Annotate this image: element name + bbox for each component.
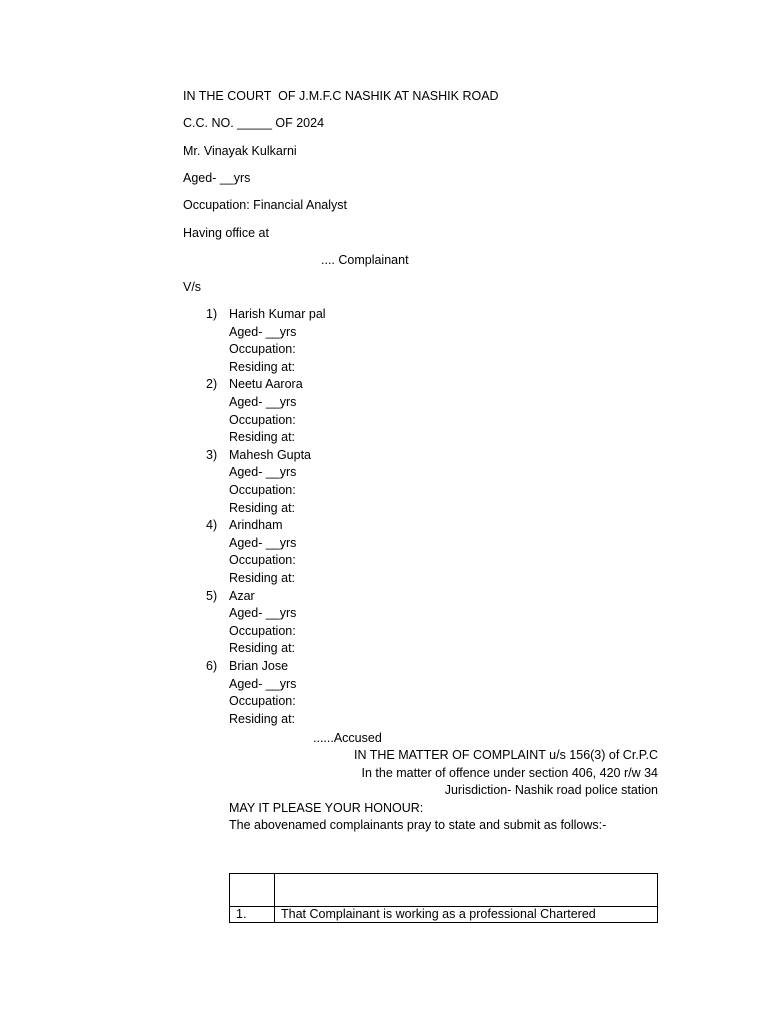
accused-name: Mahesh Gupta (229, 447, 311, 462)
accused-residence: Residing at: (229, 359, 296, 374)
accused-occupation: Occupation: (229, 412, 296, 427)
accused-number: 3) (206, 447, 218, 462)
offence-matter: In the matter of offence under section 406, 420 r/w 34 (361, 766, 658, 780)
accused-item (206, 447, 506, 517)
complainant-name: Mr. Vinayak Kulkarni (183, 144, 297, 158)
accused-residence: Residing at: (229, 430, 296, 445)
accused-role: ......Accused (313, 731, 382, 745)
accused-number: 1) (206, 307, 218, 321)
accused-number: 2) (206, 377, 218, 392)
accused-number: 5) (206, 588, 218, 603)
accused-name: Neetu Aarora (229, 377, 303, 392)
accused-occupation: Occupation: (229, 342, 296, 357)
accused-item (206, 306, 506, 376)
prayer-intro: The abovenamed complainants pray to state and submit as follows:- (229, 818, 607, 832)
accused-age: Aged- __yrs (229, 465, 297, 480)
paragraph-text: That Complainant is working as a professional Chartered (275, 907, 658, 923)
accused-occupation: Occupation: (229, 623, 296, 638)
table-row (230, 874, 658, 907)
complainant-role: .... Complainant (321, 253, 409, 267)
complainant-office: Having office at (183, 226, 269, 240)
accused-number: 6) (206, 658, 218, 673)
table-cell (230, 874, 275, 907)
salutation: MAY IT PLEASE YOUR HONOUR: (229, 801, 424, 815)
accused-name: Arindham (229, 518, 283, 533)
court-heading: IN THE COURT OF J.M.F.C NASHIK AT NASHIK ROAD (183, 89, 499, 103)
accused-residence: Residing at: (229, 500, 296, 515)
accused-residence: Residing at: (229, 570, 296, 585)
accused-age: Aged- __yrs (229, 676, 297, 691)
table-cell (275, 874, 658, 907)
accused-age: Aged- __yrs (229, 606, 297, 621)
accused-occupation: Occupation: (229, 694, 296, 709)
accused-item (206, 658, 506, 728)
complainant-occupation: Occupation: Financial Analyst (183, 198, 347, 212)
accused-age: Aged- __yrs (229, 535, 297, 550)
accused-residence: Residing at: (229, 641, 296, 656)
accused-name: Harish Kumar pal (229, 307, 326, 321)
complaint-matter: IN THE MATTER OF COMPLAINT u/s 156(3) of Cr.P.C (353, 748, 658, 762)
accused-occupation: Occupation: (229, 482, 296, 497)
accused-age: Aged- __yrs (229, 394, 297, 409)
accused-item (206, 517, 506, 587)
accused-number: 4) (206, 518, 218, 533)
case-number: C.C. NO. _____ OF 2024 (183, 116, 325, 130)
accused-occupation: Occupation: (229, 553, 296, 568)
complainant-age: Aged- __yrs (183, 171, 251, 185)
accused-age: Aged- __yrs (229, 324, 297, 339)
accused-item (206, 588, 506, 658)
accused-name: Brian Jose (229, 658, 289, 673)
accused-name: Azar (229, 588, 255, 603)
table-row (230, 907, 658, 923)
jurisdiction-line: Jurisdiction- Nashik road police station (444, 783, 658, 797)
paragraph-table (229, 873, 658, 923)
accused-list (206, 306, 506, 728)
paragraph-number: 1. (230, 907, 275, 923)
versus-label: V/s (183, 280, 202, 294)
accused-residence: Residing at: (229, 711, 296, 726)
accused-item (206, 376, 506, 446)
